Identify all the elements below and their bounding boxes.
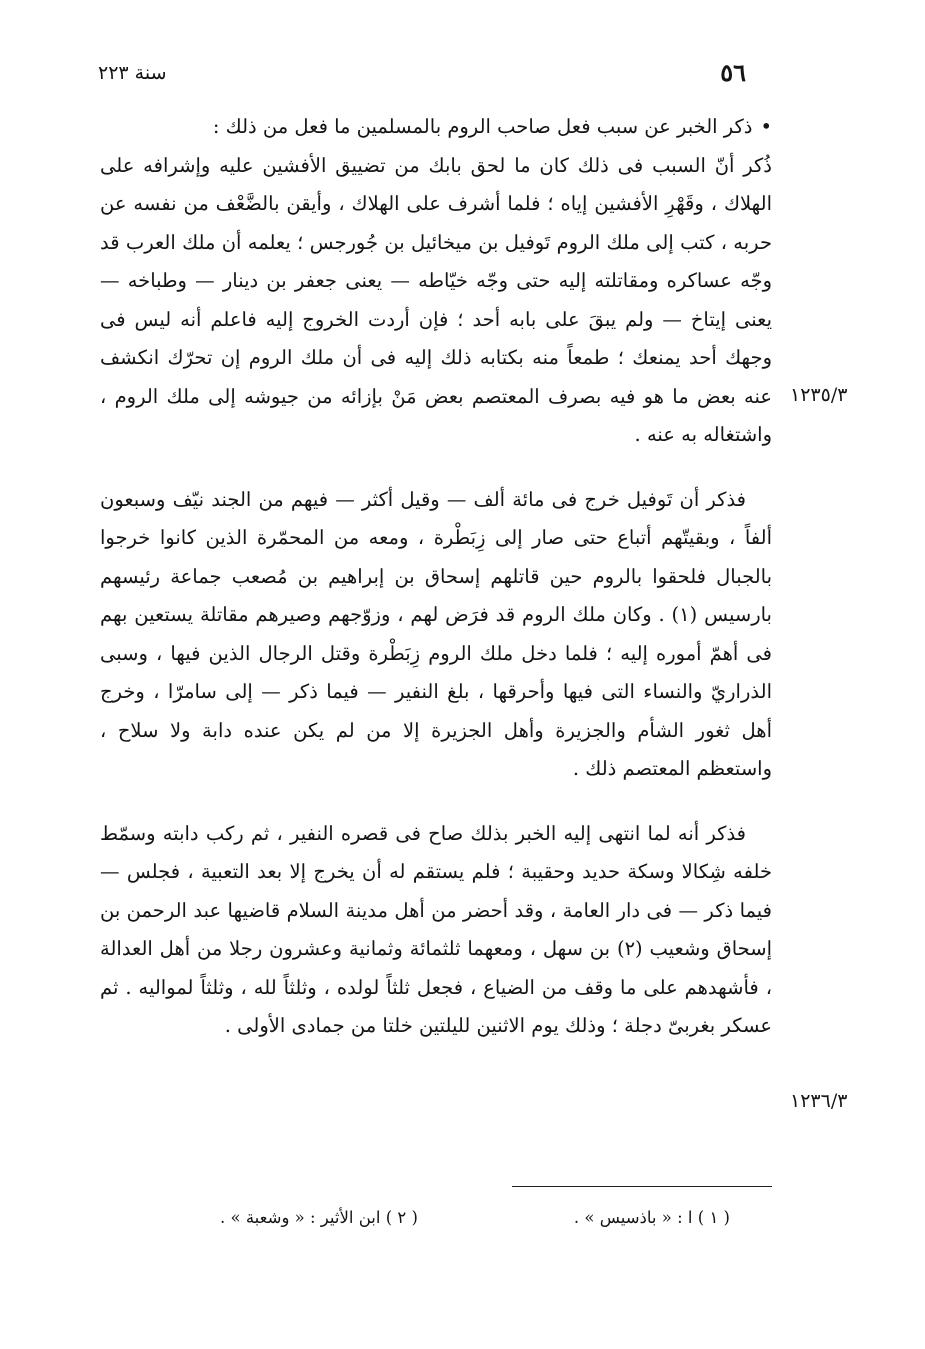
margin-reference: ١٢٣٦/٣ (790, 1090, 848, 1112)
section-heading-text: ذكر الخبر عن سبب فعل صاحب الروم بالمسلمين ما فعل من ذلك : (212, 115, 753, 138)
paragraph-3: فذكر أنه لما انتهى إليه الخبر بذلك صاح فى قصره النفير ، ثم ركب دابته وسمّط خلفه شِكالا وسكة حديد وحقيبة ؛ فلم يستقم له أن يخرج إلا بعد التعبية ، فجلس — فيما ذكر — فى دار العامة ، وقد أحضر من أهل مدينة السلام قاضيها عبد الرحمن بن إسحاق وشعيب (٢) بن سهل ، ومعهما ثلثمائة وثمانية وعشرون رجلا من أهل العدالة ، فأشهدهم على ما وقف من الضياع ، فجعل ثلثاً لولده ، وثلثاً لله ، وثلثاً لمواليه . ثم عسكر بغربىّ دجلة ؛ وذلك يوم الاثنين لليلتين خلتا من جمادى الأولى . (100, 821, 772, 1037)
bullet-icon: • (760, 115, 772, 138)
footnote-2: ( ٢ ) ابن الأثير : « وشعبة » . (220, 1208, 418, 1227)
section-heading (100, 108, 772, 147)
footnote-divider (512, 1186, 772, 1187)
paragraph-1: ذُكر أنّ السبب فى ذلك كان ما لحق بابك من تضييق الأفشين عليه وإشرافه على الهلاك ، وقَهْرِ الأفشين إياه ؛ فلما أشرف على الهلاك ، وأيقن بالضَّعْف من نفسه عن حربه ، كتب إلى ملك الروم تَوفيل بن ميخائيل بن جُورجس ؛ يعلمه أن ملك العرب قد وجّه عساكره ومقاتلته إليه حتى وجّه خيّاطه — يعنى جعفر بن دينار — وطباخه — يعنى إيتاخ — ولم يبقَ على بابه أحد ؛ فإن أردت الخروج إليه فاعلم أنه ليس فى وجهك أحد يمنعك ؛ طمعاً منه بكتابه ذلك إليه فى أن ملك الروم إن تحرّك انكشف عنه بعض ما هو فيه بصرف المعتصم بعض مَنْ بإزائه من جيوشه إلى ملك الروم ، واشتغاله به عنه . (100, 153, 772, 446)
paragraph-2: فذكر أن تَوفيل خرج فى مائة ألف — وقيل أكثر — فيهم من الجند نيّف وسبعون ألفاً ، وبقيتّهم أتباع حتى صار إلى زِبَطْرة ، ومعه من المحمّرة الذين كانوا خرجوا بالجبال فلحقوا بالروم حين قاتلهم إسحاق بن إبراهيم بن مُصعب جماعة رئيسهم بارسيس (١) . وكان ملك الروم قد فرَض لهم ، وزوّجهم وصيرهم مقاتلة يستعين بهم فى أهمّ أموره إليه ؛ فلما دخل ملك الروم زِبَطْرة وقتل الرجال الذين فيها ، وسبى الذراريّ والنساء التى فيها وأحرقها ، بلغ النفير — فيما ذكر — إلى سامرّا ، وخرج أهل ثغور الشأم والجزيرة وأهل الجزيرة إلا من لم يكن عنده دابة ولا سلاح ، واستعظم المعتصم ذلك . (100, 487, 772, 780)
page-header (98, 58, 746, 92)
margin-reference: ١٢٣٥/٣ (790, 384, 848, 406)
year-label: سنة ٢٢٣ (98, 62, 167, 84)
page-number: ٥٦ (720, 58, 746, 87)
main-text (100, 108, 772, 1046)
footnote-1: ( ١ ) ا : « باذسيس » . (573, 1208, 730, 1227)
footnotes (220, 1208, 730, 1238)
